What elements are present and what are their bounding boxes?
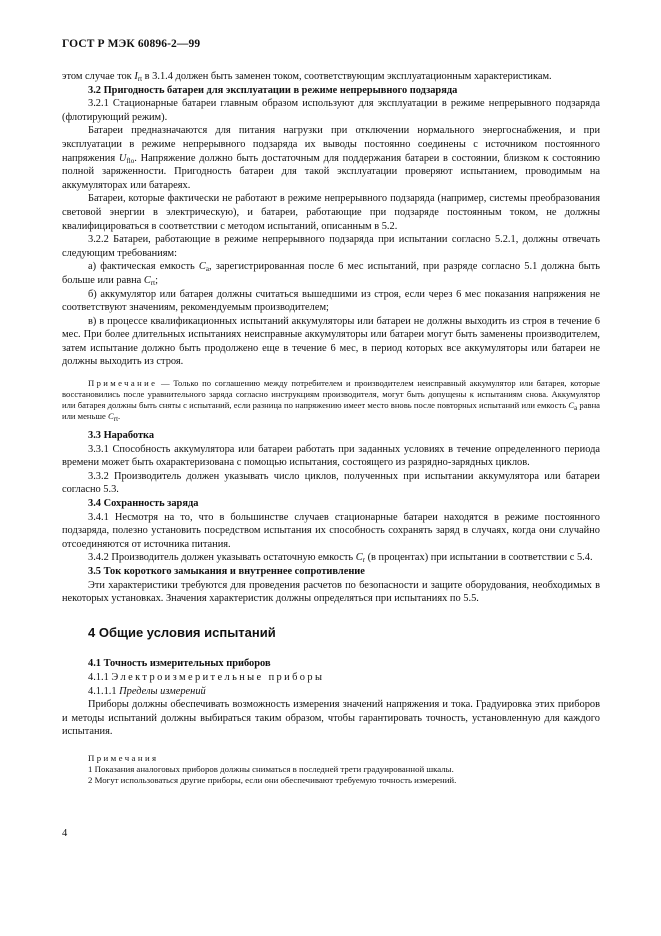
section-heading-3-5: 3.5 Ток короткого замыкания и внутреннее сопротивление: [88, 566, 365, 577]
paragraph: Приборы должны обеспечивать возможность измерения значений напряжения и тока. Градуировка этих приборов и методы испытаний должны выбираться таким образом, чтобы гарантировать точность, установленную для каждого испытания.: [62, 699, 600, 738]
paragraph: 3.3.2 Производитель должен указывать число циклов, полученных при испытании аккумулятора или батареи согласно 5.3.: [62, 470, 600, 496]
section-heading-4: 4 Общие условия испытаний: [88, 624, 276, 640]
section-heading-4-1: 4.1 Точность измерительных приборов: [88, 658, 271, 670]
paragraph: Батареи, которые фактически не работают в режиме непрерывного подзаряда (например, системы преобразования световой энергии в электрическую), и батареи, работающие при подзаряде постоянным током, не должны квалифицироваться в соответствии с методом испытаний, описанным в 5.2.: [62, 193, 600, 232]
page-header: ГОСТ Р МЭК 60896-2—99: [62, 38, 201, 50]
list-item-a: а) фактическая емкость $C_a$, зарегистрированная после 6 мес испытаний, при разряде согласно 5.1 должна быть больше или равна $C_{rt}$;: [62, 261, 601, 287]
paragraph: 3.2.1 Стационарные батареи главным образом используют для эксплуатации в режиме непрерывного подзаряда (флотирующий режим).: [62, 98, 600, 123]
notes-label: Примечания: [88, 752, 159, 763]
subsection-heading-4-1-1: 4.1.1 Электроизмерительные приборы: [88, 671, 325, 683]
paragraph: 3.2.2 Батареи, работающие в режиме непрерывного подзаряда при испытании согласно 5.2.1, должны отвечать следующим требованиям:: [62, 234, 600, 259]
note: Примечание — Только по соглашению между потребителем и производителем неисправный аккумулятор или батарея, которые восстановились после уравнительного заряда согласно инструкциям производителя, могут быть допущены к испытаниям снова. Аккумулятор или батарея должны быть сняты с испытаний, если разница по напряжению имеет место вновь после повторных испытаний или емкость $C_a$ равна или меньше $C_{rt}$.: [62, 378, 600, 424]
paragraph: 3.4.2 Производитель должен указывать остаточную емкость $C_r$ (в процентах) при испытании в соответствии с 5.4.: [88, 552, 593, 565]
paragraph: 3.3.1 Способность аккумулятора или батареи работать при заданных условиях в течение определенного периода времени может быть охарактеризована с помощью испытания, состоящего из разрядно-зарядных циклов.: [62, 443, 600, 469]
document-body: [62, 70, 600, 787]
section-heading-3-2: 3.2 Пригодность батареи для эксплуатации в режиме непрерывного подзаряда: [88, 84, 458, 96]
paragraph: Эти характеристики требуются для проведения расчетов по безопасности и защите оборудования, необходимых в некоторых установках. Значения характеристик должны определяться при испытаниях по 5.5.: [62, 579, 600, 605]
list-item-b: б) аккумулятор или батарея должны считаться вышедшими из строя, если через 6 мес показания напряжения не соответствуют значениям, рекомендуемым производителем;: [62, 288, 600, 314]
note-item-2: 2 Могут использоваться другие приборы, если они обеспечивают требуемую точность измерений.: [88, 775, 457, 786]
section-heading-3-4: 3.4 Сохранность заряда: [88, 498, 199, 510]
paragraph: Батареи предназначаются для питания нагрузки при отключении нормального энергоснабжения, и при эксплуатации в режиме непрерывного подзаряда их выводы постоянно соединены с источником постоянного напряжения $U_{flo}$. Напряжение должно быть достаточным для поддержания батареи в состоянии, близком к состоянию полной заряженности. Пригодность батареи для такой эксплуатации проверяют испытанием, проводимым на аккумуляторах или батареях.: [62, 125, 600, 191]
paragraph: 3.4.1 Несмотря на то, что в большинстве случаев стационарные батареи находятся в режиме постоянного подзаряда, полезно установить посредством испытания их способность сохранять заряд в случаях, когда они случайно отсоединяются от источника питания.: [62, 511, 600, 550]
subsection-heading-4-1-1-1: 4.1.1.1 Пределы измерений: [88, 685, 206, 697]
note-item-1: 1 Показания аналоговых приборов должны сниматься в последней трети градуированной шкалы.: [88, 764, 454, 775]
page-number: 4: [62, 828, 68, 839]
paragraph: этом случае ток $I_{rt}$ в 3.1.4 должен быть заменен током, соответствующим эксплуатационным характеристикам.: [62, 71, 552, 83]
section-heading-3-3: 3.3 Наработка: [88, 430, 155, 442]
list-item-c: в) в процессе квалификационных испытаний аккумуляторы или батареи не должны выходить из строя в течение 6 мес. При более длительных испытаниях неисправные аккумуляторы или батареи могут быть заменены производителем, затем испытание должно быть продолжено еще в течение 6 мес, в период которых все аккумуляторы или батареи не должны выходить из строя.: [62, 315, 600, 368]
